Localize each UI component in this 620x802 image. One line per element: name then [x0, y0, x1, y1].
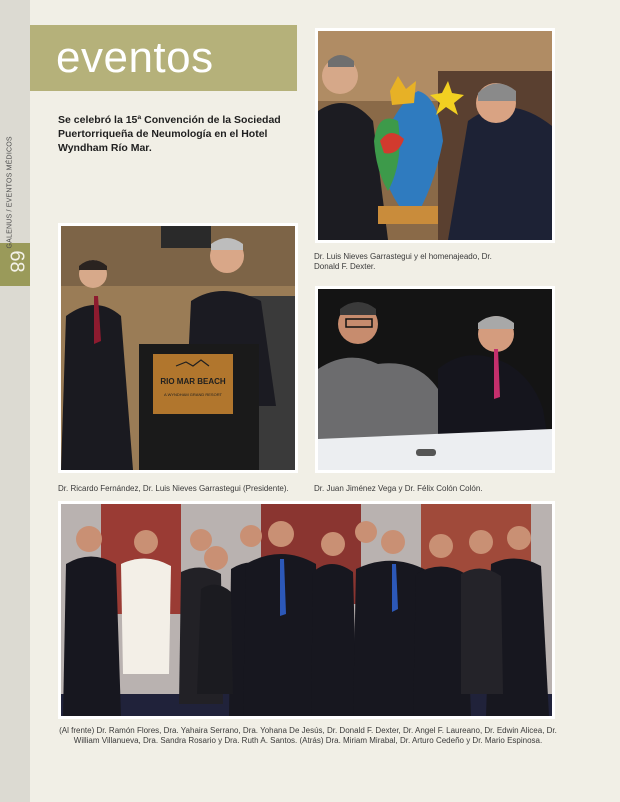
caption-table: Dr. Juan Jiménez Vega y Dr. Félix Colón Colón.	[314, 484, 483, 493]
caption-podium: Dr. Ricardo Fernández, Dr. Luis Nieves Garrastegui (Presidente).	[58, 484, 289, 493]
caption-group: (Al frente) Dr. Ramón Flores, Dra. Yahaira Serrano, Dra. Yohana De Jesús, Dr. Donald F. Dexter, Dr. Angel F. Laureano, Dr. Edwin Alicea, Dr. William Villanueva, Dra. Sandra Rosario y Dra. Ruth A. Santos. (Atrás) Dra. Miriam Mirabal, Dr. Arturo Cedeño y Dr. Mario Espinosa.	[59, 726, 557, 745]
photo-podium	[58, 223, 298, 473]
intro-text: Se celebró la 15ª Convención de la Sociedad Puertorriqueña de Neumología en el Hotel Wyndham Río Mar.	[58, 114, 281, 154]
photo-award-presentation	[315, 28, 555, 243]
section-banner	[30, 25, 297, 91]
caption-award: Dr. Luis Nieves Garrastegui y el homenajeado, Dr. Donald F. Dexter.	[314, 252, 492, 271]
page-number: 68	[5, 250, 28, 273]
podium-sign-line1: RIO MAR BEACH	[160, 377, 226, 386]
photo-group	[58, 501, 555, 719]
sidebar-strip	[0, 0, 30, 802]
section-label: GALENUS / EVENTOS MÉDICOS	[6, 136, 14, 249]
table-photo-art	[318, 289, 552, 470]
photo-seated-table	[315, 286, 555, 473]
award-photo-art	[318, 31, 552, 240]
group-photo-art	[61, 504, 552, 716]
podium-sign-line2: A WYNDHAM GRAND RESORT	[164, 392, 222, 397]
banner-title: eventos	[56, 33, 214, 82]
podium-photo-art	[61, 226, 295, 470]
